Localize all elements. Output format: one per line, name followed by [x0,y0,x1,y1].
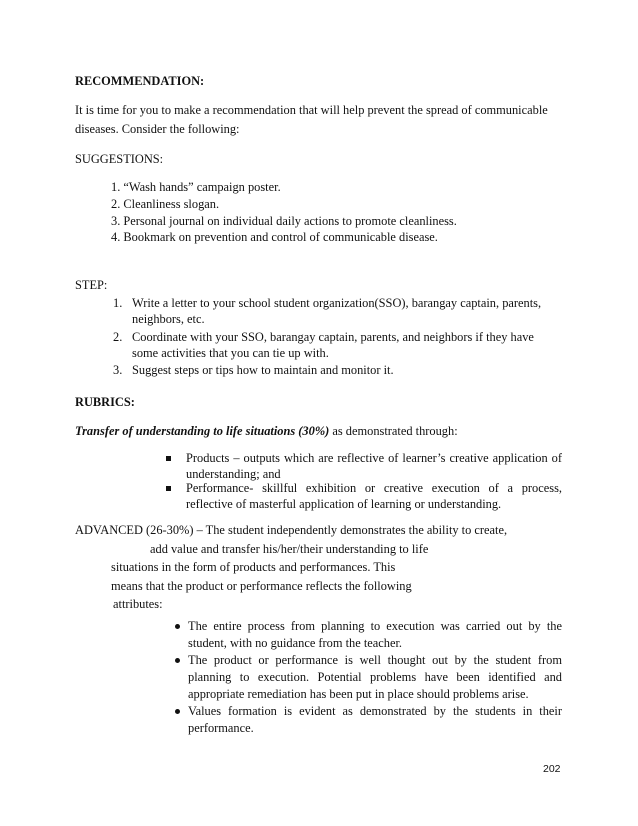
square-bullet-icon [166,456,171,461]
attribute-line: performance. [188,721,254,735]
round-bullet-icon [175,709,180,714]
suggestion-item: 4. Bookmark on prevention and control of communicable disease. [111,230,438,244]
step-number: 1. [113,296,123,310]
step-heading: STEP: [75,278,108,292]
step-text: Coordinate with your SSO, barangay captain, parents, and neighbors if they have [132,330,534,344]
attribute-line: The product or performance is well thought out by the student from [188,653,562,667]
recommendation-line-1: It is time for you to make a recommendation that will help prevent the spread of communicable [75,103,548,117]
attribute-line: student, with no guidance from the teacher. [188,636,403,650]
recommendation-line-2: diseases. Consider the following: [75,122,240,136]
step-text: some activities that you can tie up with. [132,346,329,360]
rubric-bullet-line: reflective of masterful application of learning or understanding. [186,497,502,511]
rubric-bullet-line: Products – outputs which are reflective of learner’s creative application of [186,451,562,465]
transfer-rest-text: as demonstrated through: [329,424,458,438]
rubrics-heading: RUBRICS: [75,395,135,409]
transfer-line [75,425,458,437]
suggestion-item: 2. Cleanliness slogan. [111,197,220,211]
recommendation-heading: RECOMMENDATION: [75,74,205,88]
advanced-line-5: attributes: [113,597,163,611]
suggestion-item: 1. “Wash hands” campaign poster. [111,180,281,194]
attribute-line: planning to execution. Potential problems have been identified and [188,670,562,684]
step-text: Write a letter to your school student organization(SSO), barangay captain, parents, [132,296,542,310]
step-number: 2. [113,330,123,344]
rubric-bullet-line: understanding; and [186,467,281,481]
advanced-line-1: ADVANCED (26-30%) – The student independently demonstrates the ability to create, [75,523,508,537]
attribute-line: Values formation is evident as demonstrated by the students in their [188,704,562,718]
suggestions-heading: SUGGESTIONS: [75,152,164,166]
step-text: Suggest steps or tips how to maintain and monitor it. [132,363,394,377]
suggestion-item: 3. Personal journal on individual daily actions to promote cleanliness. [111,214,457,228]
step-number: 3. [113,363,123,377]
rubric-bullet-line: Performance- skillful exhibition or creative execution of a process, [186,481,562,495]
page-number: 202 [543,763,561,775]
transfer-bold-text: Transfer of understanding to life situations (30%) [75,424,330,438]
attribute-line: appropriate remediation has been put in place should problems arise. [188,687,529,701]
round-bullet-icon [175,624,180,629]
advanced-line-3: situations in the form of products and performances. This [111,560,396,574]
advanced-line-2: add value and transfer his/her/their understanding to life [150,542,429,556]
step-text: neighbors, etc. [132,312,205,326]
square-bullet-icon [166,486,171,491]
advanced-line-4: means that the product or performance reflects the following [111,579,412,593]
attribute-line: The entire process from planning to execution was carried out by the [188,619,562,633]
round-bullet-icon [175,658,180,663]
